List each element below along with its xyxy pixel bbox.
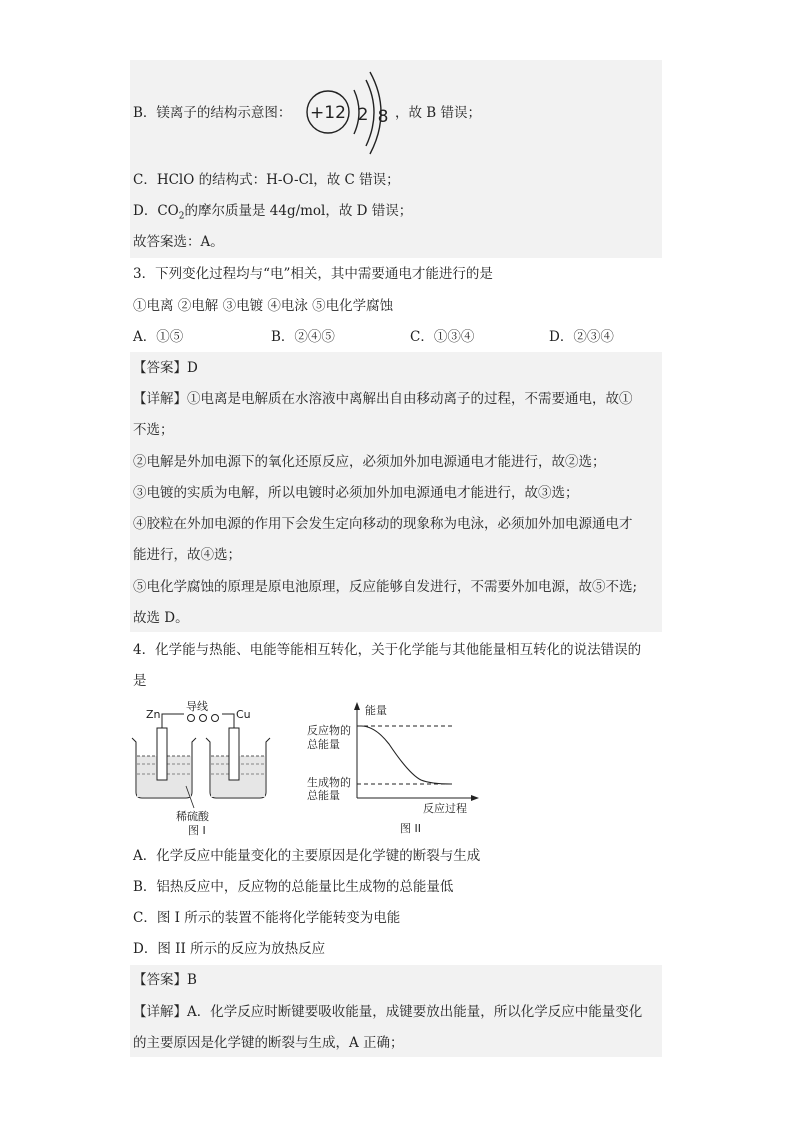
- q3-answer: 【答案】D: [133, 360, 198, 376]
- q3-option-b: B．②④⑤: [271, 329, 335, 345]
- figure-energy-diagram: [305, 700, 485, 840]
- q3-detail-1b: 不选；: [133, 422, 174, 438]
- q3-option-d: D．②③④: [549, 329, 614, 345]
- svg-text:能量: 能量: [365, 704, 387, 717]
- q4-option-a: A．化学反应中能量变化的主要原因是化学键的断裂与生成: [133, 848, 481, 864]
- magnesium-ion-diagram: [300, 66, 392, 158]
- q4-stem-a: 4．化学能与热能、电能等能相互转化，关于化学能与其他能量相互转化的说法错误的: [133, 642, 642, 658]
- q3-detail-3: ③电镀的实质为电解，所以电镀时必须加外加电源通电才能进行，故③选；: [133, 485, 579, 501]
- figure-galvanic-cell: [128, 698, 278, 838]
- q2-option-b: B．镁离子的结构示意图：: [133, 105, 292, 121]
- answer-block-q2: [130, 60, 662, 258]
- svg-text:+12: +12: [310, 103, 346, 123]
- q4-option-c: C．图 I 所示的装置不能将化学能转变为电能: [133, 910, 401, 926]
- q3-detail-1a: 【详解】①电离是电解质在水溶液中离解出自由移动离子的过程，不需要通电，故①: [133, 391, 633, 407]
- q3-items: ①电离 ②电解 ③电镀 ④电泳 ⑤电化学腐蚀: [133, 298, 394, 314]
- q2-conclusion: 故答案选：A。: [133, 234, 224, 250]
- q3-option-a: A．①⑤: [133, 329, 184, 345]
- q2-option-c: C．HClO 的结构式：H-O-Cl，故 C 错误；: [133, 172, 400, 188]
- q4-option-b: B．铝热反应中，反应物的总能量比生成物的总能量低: [133, 879, 454, 895]
- q3-conclusion: 故选 D。: [133, 610, 189, 626]
- svg-text:Zn: Zn: [146, 708, 161, 721]
- q2-option-d: D．$CO_2$的摩尔质量是 44g/mol，故 D 错误；: [133, 203, 413, 222]
- q4-option-d: D．图 II 所示的反应为放热反应: [133, 941, 326, 957]
- q3-detail-4b: 能进行，故④选；: [133, 547, 241, 563]
- q4-stem-b: 是: [133, 673, 147, 689]
- q3-detail-2: ②电解是外加电源下的氧化还原反应，必须加外加电源通电才能进行，故②选；: [133, 454, 606, 470]
- q3-detail-4a: ④胶粒在外加电源的作用下会发生定向移动的现象称为电泳，必须加外加电源通电才: [133, 516, 633, 532]
- svg-text:总能量: 总能量: [307, 789, 340, 802]
- svg-text:图 I: 图 I: [188, 824, 206, 837]
- q4-detail-a: 【详解】A．化学反应时断键要吸收能量，成键要放出能量，所以化学反应中能量变化: [133, 1004, 643, 1020]
- q3-stem: 3．下列变化过程均与“电”相关，其中需要通电才能进行的是: [133, 266, 493, 282]
- q3-option-c: C．①③④: [410, 329, 475, 345]
- svg-text:图 II: 图 II: [400, 822, 421, 835]
- q3-detail-5: ⑤电化学腐蚀的原理是原电池原理，反应能够自发进行，不需要外加电源，故⑤不选;: [133, 579, 638, 595]
- svg-text:反应物的: 反应物的: [307, 724, 351, 737]
- q4-answer: 【答案】B: [133, 972, 197, 988]
- svg-text:2: 2: [357, 105, 369, 125]
- svg-text:总能量: 总能量: [307, 738, 340, 751]
- svg-text:Cu: Cu: [236, 708, 251, 721]
- svg-text:反应过程: 反应过程: [423, 802, 467, 815]
- svg-text:导线: 导线: [186, 700, 208, 713]
- q2-option-b-suffix: ，故 B 错误；: [395, 105, 482, 121]
- svg-text:8: 8: [377, 107, 389, 127]
- q4-detail-b: 的主要原因是化学键的断裂与生成，A 正确；: [133, 1035, 404, 1051]
- svg-text:生成物的: 生成物的: [307, 776, 351, 789]
- svg-text:稀硫酸: 稀硫酸: [176, 810, 209, 823]
